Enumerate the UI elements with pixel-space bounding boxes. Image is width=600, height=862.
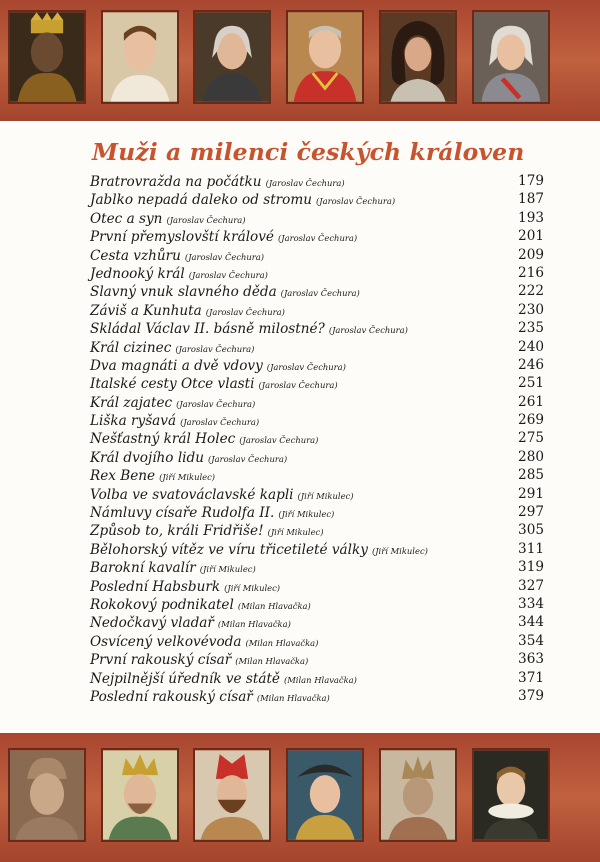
toc-entry-author: (Milan Hlavačka) — [256, 692, 330, 703]
toc-entry-page: 285 — [518, 467, 544, 484]
toc-entry — [90, 521, 548, 539]
toc-entry-title: Způsob to, králi Fridřiše! — [90, 523, 264, 540]
toc-entry-page: 240 — [518, 338, 544, 355]
toc-entry-author: (Milan Hlavačka) — [235, 656, 309, 667]
toc-entry-author: (Jaroslav Čechura) — [175, 343, 255, 354]
toc-entry-title: Poslední Habsburk — [90, 578, 221, 595]
toc-entry-author: (Jaroslav Čechura) — [184, 251, 265, 262]
toc-entry-author: (Jaroslav Čechura) — [180, 417, 260, 428]
portrait-man-red-robe — [286, 10, 364, 104]
toc-entry — [90, 209, 548, 227]
toc-entry-page: 246 — [518, 356, 544, 373]
toc-entry-page: 334 — [518, 595, 544, 612]
toc-entry-author: (Milan Hlavačka) — [237, 600, 311, 611]
portrait-crowned-bust — [8, 10, 86, 104]
toc-entry-page: 363 — [518, 651, 544, 668]
toc-entry-author: (Jiří Mikulec) — [267, 527, 324, 538]
toc-entry-page: 187 — [518, 191, 544, 208]
toc-entry-title: Poslední rakouský císař — [90, 688, 253, 705]
toc-entry-page: 209 — [518, 246, 544, 263]
toc-entry — [90, 393, 548, 411]
toc-entry-page: 216 — [518, 264, 544, 281]
toc-entry — [90, 319, 548, 337]
toc-entry — [90, 227, 548, 245]
toc-entry-title: Dva magnáti a dvě vdovy — [90, 357, 263, 374]
toc-entry — [90, 466, 548, 484]
toc-entry-author: (Jaroslav Čechura) — [265, 178, 345, 188]
toc-entry-author: (Jaroslav Čechura) — [277, 233, 358, 244]
toc-entry — [90, 558, 548, 576]
toc-entry-author: (Milan Hlavačka) — [245, 637, 319, 648]
toc-entry-author: (Jaroslav Čechura) — [316, 196, 396, 207]
toc-entry-author: (Jaroslav Čechura) — [166, 214, 246, 225]
toc-entry-title: Rex Bene — [90, 468, 156, 485]
toc-entry-title: Král dvojího lidu — [90, 449, 204, 466]
toc-entry-author: (Jaroslav Čechura) — [176, 398, 256, 409]
toc-entry-page: 280 — [518, 448, 544, 465]
toc-entry — [90, 264, 548, 282]
portrait-man-ruff-collar — [472, 748, 550, 842]
toc-entry — [90, 374, 548, 392]
toc-entry-page: 371 — [518, 669, 544, 686]
toc-entry-page: 251 — [518, 375, 544, 392]
portrait-crowned-king — [101, 748, 179, 842]
toc-entry — [90, 172, 548, 190]
toc-entry — [90, 485, 548, 503]
toc-entry-page: 230 — [518, 301, 544, 318]
toc-entry-author: (Jaroslav Čechura) — [205, 306, 285, 317]
toc-entry — [90, 356, 548, 374]
portrait-man-armor — [472, 10, 550, 104]
toc-entry-author: (Jiří Mikulec) — [199, 564, 256, 575]
table-of-contents — [90, 172, 548, 705]
toc-entry-page: 297 — [518, 504, 544, 521]
toc-entry — [90, 687, 548, 705]
toc-entry — [90, 650, 548, 668]
toc-entry-author: (Jiří Mikulec) — [278, 509, 335, 520]
toc-entry-page: 201 — [518, 228, 544, 245]
toc-entry-title: Král cizinec — [90, 339, 172, 356]
toc-entry — [90, 503, 548, 521]
portrait-king-mitre — [193, 748, 271, 842]
toc-entry — [90, 669, 548, 687]
toc-entry-title: Záviš a Kunhuta — [90, 302, 202, 319]
toc-entry-title: Barokní kavalír — [90, 560, 196, 577]
toc-entry — [90, 613, 548, 631]
toc-entry-title: Nešťastný král Holec — [90, 431, 236, 448]
portrait-powdered-wig-man — [193, 10, 271, 104]
toc-entry — [90, 246, 548, 264]
toc-entry-title: První přemyslovští králové — [90, 229, 274, 246]
toc-entry-page: 222 — [518, 283, 544, 300]
toc-entry-page: 275 — [518, 430, 544, 447]
toc-entry-author: (Jaroslav Čechura) — [280, 288, 360, 299]
toc-entry-title: Král zajatec — [90, 394, 173, 411]
toc-entry-page: 344 — [518, 614, 544, 631]
toc-entry-title: Slavný vnuk slavného děda — [90, 284, 277, 301]
toc-entry-author: (Jiří Mikulec) — [297, 490, 354, 501]
toc-entry-author: (Milan Hlavačka) — [283, 674, 357, 685]
toc-entry-title: Jednooký král — [90, 265, 185, 282]
toc-entry-title: Liška ryšavá — [90, 413, 177, 430]
toc-entry-page: 327 — [518, 577, 544, 594]
toc-entry-page: 261 — [518, 393, 544, 410]
toc-entry-page: 354 — [518, 632, 544, 649]
toc-entry — [90, 411, 548, 429]
toc-entry — [90, 448, 548, 466]
toc-entry — [90, 577, 548, 595]
toc-entry-title: Italské cesty Otce vlasti — [90, 376, 255, 393]
portrait-stone-bust — [8, 748, 86, 842]
toc-entry — [90, 190, 548, 208]
toc-entry-page: 235 — [518, 320, 544, 337]
toc-entry-title: První rakouský císař — [90, 652, 232, 669]
toc-entry-author: (Jaroslav Čechura) — [258, 380, 338, 391]
toc-entry-title: Bělohorský vítěz ve víru třicetileté války — [90, 541, 368, 558]
toc-entry-page: 305 — [518, 522, 544, 539]
toc-entry-page: 379 — [518, 687, 544, 704]
toc-entry-author: (Jaroslav Čechura) — [188, 269, 268, 280]
portrait-man-feathered-hat — [286, 748, 364, 842]
toc-entry-author: (Jaroslav Čechura) — [239, 435, 319, 446]
toc-entry-title: Jablko nepadá daleko od stromu — [90, 192, 312, 209]
toc-entry-author: (Milan Hlavačka) — [217, 619, 291, 630]
toc-entry-author: (Jiří Mikulec) — [371, 545, 428, 556]
toc-entry-page: 311 — [518, 540, 544, 557]
toc-entry — [90, 595, 548, 613]
portrait-curly-wig-man — [379, 10, 457, 104]
toc-entry — [90, 338, 548, 356]
toc-entry-author: (Jaroslav Čechura) — [328, 325, 408, 336]
toc-entry-title: Nejpilnější úředník ve státě — [90, 670, 280, 687]
toc-entry-title: Námluvy císaře Rudolfa II. — [90, 505, 275, 522]
toc-entry-author: (Jaroslav Čechura) — [207, 453, 288, 464]
toc-entry-title: Bratrovražda na počátku — [90, 174, 262, 190]
toc-entry-page: 291 — [518, 485, 544, 502]
toc-entry-author: (Jiří Mikulec) — [224, 582, 281, 593]
toc-entry — [90, 429, 548, 447]
toc-entry — [90, 301, 548, 319]
toc-entry-page: 319 — [518, 559, 544, 576]
toc-entry-author: (Jaroslav Čechura) — [266, 361, 346, 372]
toc-entry-title: Nedočkavý vladař — [90, 615, 214, 632]
portrait-young-man — [101, 10, 179, 104]
toc-heading: Muži a milenci českých královen — [92, 138, 525, 166]
toc-entry-title: Osvícený velkovévoda — [90, 633, 242, 650]
toc-entry-title: Skládal Václav II. básně milostné? — [90, 321, 325, 338]
toc-entry-page: 179 — [518, 173, 544, 189]
toc-entry-title: Rokokový podnikatel — [90, 596, 234, 613]
toc-entry — [90, 282, 548, 300]
toc-entry — [90, 540, 548, 558]
toc-entry-page: 269 — [518, 412, 544, 429]
toc-entry-page: 193 — [518, 209, 544, 226]
toc-entry-title: Volba ve svatováclavské kapli — [90, 486, 294, 503]
toc-entry-author: (Jiří Mikulec) — [159, 472, 216, 483]
toc-entry-title: Cesta vzhůru — [90, 247, 181, 264]
portrait-carved-statue — [379, 748, 457, 842]
toc-entry-title: Otec a syn — [90, 210, 163, 227]
toc-entry — [90, 632, 548, 650]
